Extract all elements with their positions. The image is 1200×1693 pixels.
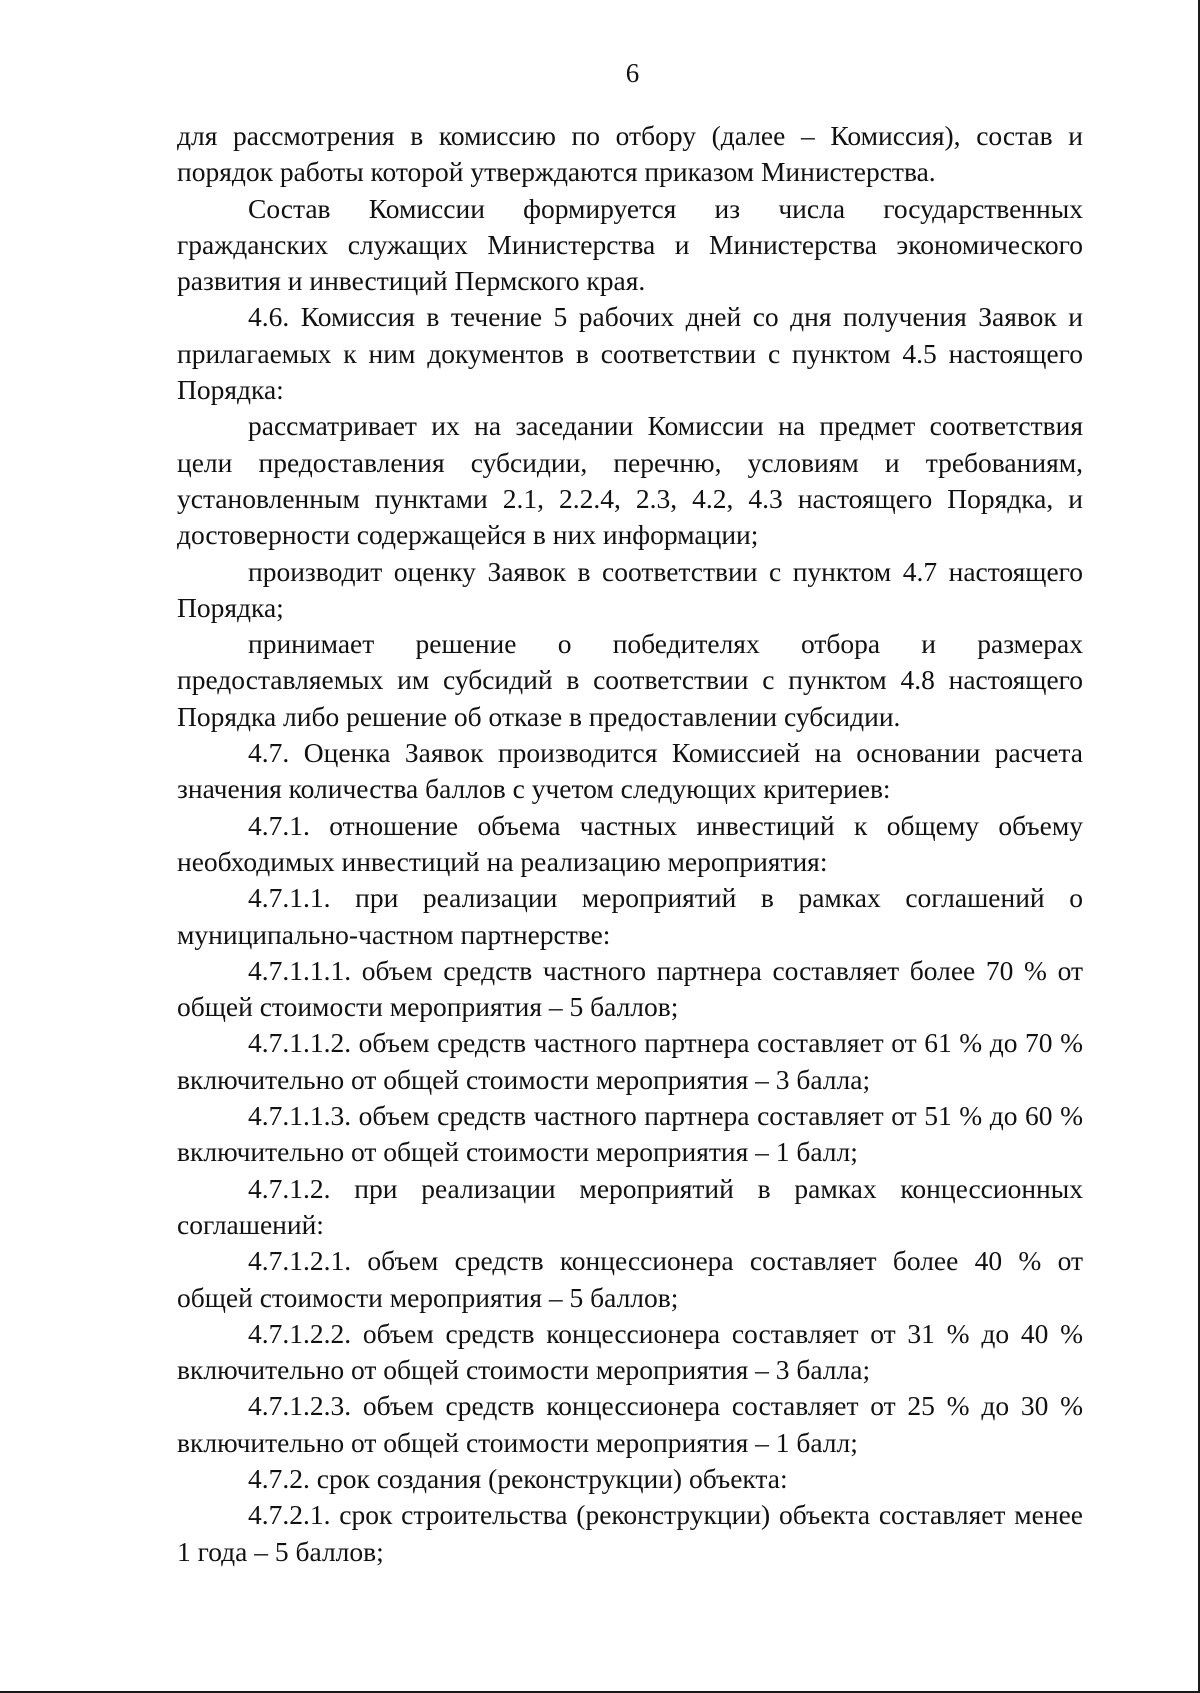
paragraph: 4.7.1.2. при реализации мероприятий в рамках концессионных соглашений: [177, 1172, 1083, 1240]
paragraph: 4.7.1.2.2. объем средств концессионера составляет от 31 % до 40 % включительно от общей стоимости мероприятия – 3 балла; [177, 1317, 1083, 1386]
paragraph: 4.7.1.1.1. объем средств частного партнера составляет более 70 % от общей стоимости мероприятия – 5 баллов; [177, 954, 1083, 1023]
paragraph: принимает решение о победителях отбора и размерах предоставляемых им субсидий в соответствии с пунктом 4.8 настоящего Порядка либо решение об отказе в предоставлении субсидии. [177, 628, 1083, 732]
paragraph: 4.7.1.1.2. объем средств частного партнера составляет от 61 % до 70 % включительно от общей стоимости мероприятия – 3 балла; [177, 1027, 1083, 1095]
page-number: 6 [625, 58, 640, 88]
paragraph: 4.7.1. отношение объема частных инвестиций к общему объему необходимых инвестиций на реализацию мероприятия: [177, 809, 1083, 877]
paragraph: 4.6. Комиссия в течение 5 рабочих дней со дня получения Заявок и прилагаемых к ним документов в соответствии с пунктом 4.5 настоящего Порядка: [177, 301, 1083, 406]
paragraph: 4.7.1.1.3. объем средств частного партнера составляет от 51 % до 60 % включительно от общей стоимости мероприятия – 1 балл; [177, 1100, 1083, 1168]
paragraph: Состав Комиссии формируется из числа государственных гражданских служащих Министерства и Министерства экономического развития и инвестиций Пермского края. [177, 192, 1083, 297]
paragraph: производит оценку Заявок в соответствии с пунктом 4.7 настоящего Порядка; [177, 555, 1083, 623]
paragraph: 4.7.1.2.3. объем средств концессионера составляет от 25 % до 30 % включительно от общей стоимости мероприятия – 1 балл; [177, 1390, 1083, 1458]
paragraph: 4.7.2.1. срок строительства (реконструкции) объекта составляет менее 1 года – 5 баллов; [177, 1499, 1083, 1567]
paragraph: рассматривает их на заседании Комиссии на предмет соответствия цели предоставления субсидии, перечню, условиям и требованиям, установленным пунктами 2.1, 2.2.4, 2.3, 4.2, 4.3 настоящего Порядка, и достоверности содержащейся в них информации; [177, 410, 1083, 551]
paragraph: 4.7.1.1. при реализации мероприятий в рамках соглашений о муниципально-частном партнерстве: [177, 882, 1083, 950]
paragraph: 4.7. Оценка Заявок производится Комиссией на основании расчета значения количества баллов с учетом следующих критериев: [177, 737, 1083, 805]
paragraph: 4.7.2. срок создания (реконструкции) объекта: [248, 1462, 788, 1494]
paragraph: 4.7.1.2.1. объем средств концессионера составляет более 40 % от общей стоимости мероприятия – 5 баллов; [177, 1245, 1083, 1313]
paragraph: для рассмотрения в комиссию по отбору (далее – Комиссия), состав и порядок работы которой утверждаются приказом Министерства. [177, 120, 1083, 188]
document-body [177, 118, 1083, 1570]
